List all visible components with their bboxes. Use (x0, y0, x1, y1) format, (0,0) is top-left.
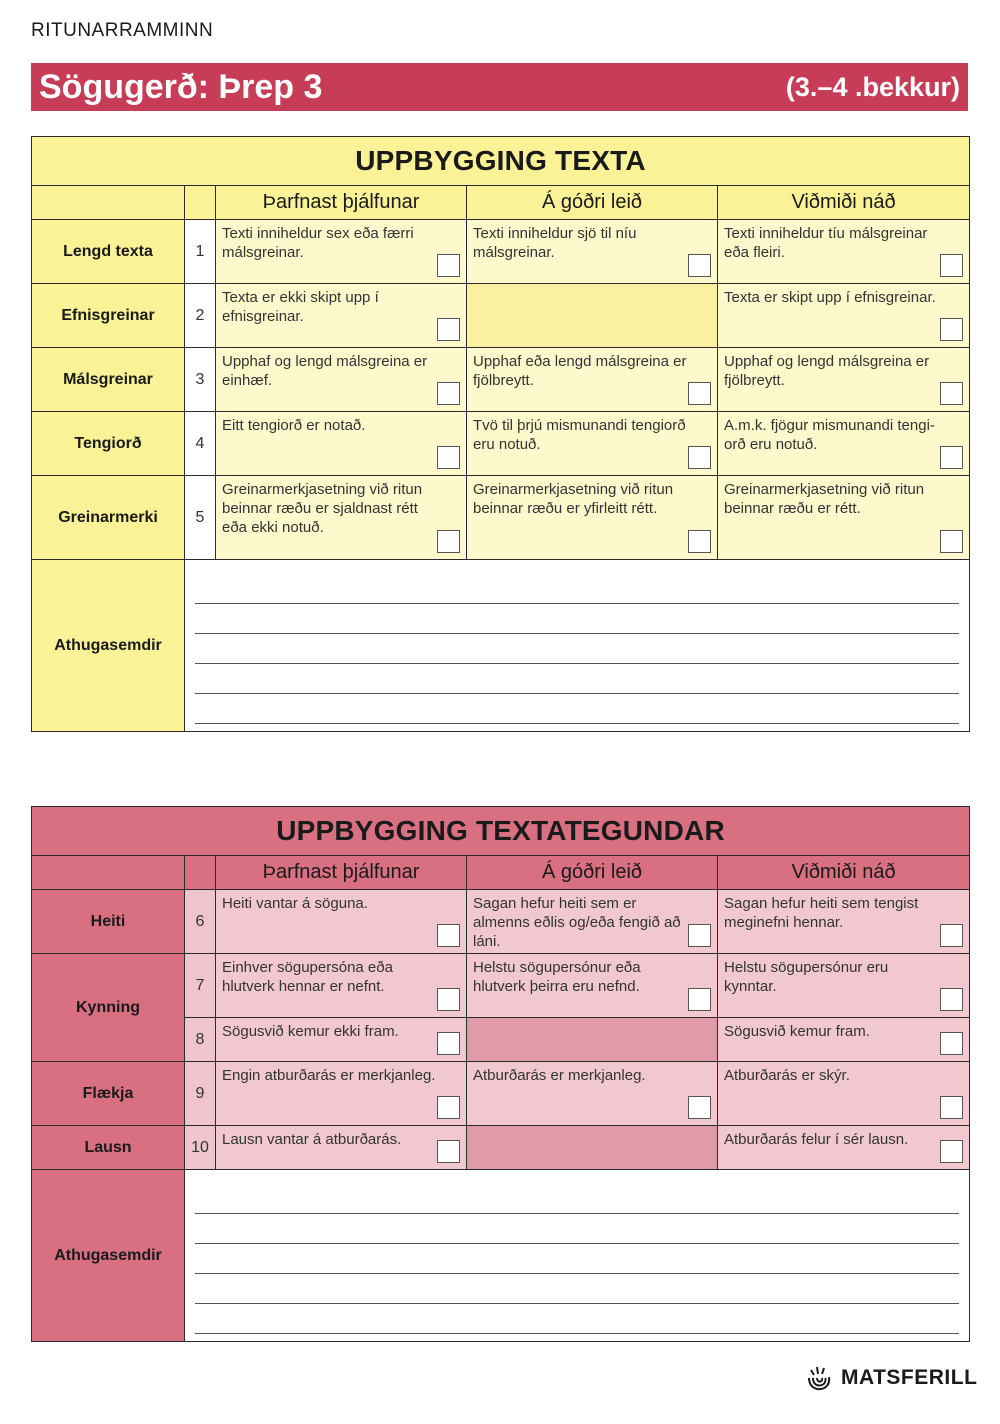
document-top-label: RITUNARRAMMINN (31, 20, 214, 41)
criterion-cell (467, 348, 718, 412)
checkbox[interactable] (688, 988, 711, 1011)
criterion-text: Texta er ekki skipt upp í efnisgreinar. (222, 289, 379, 325)
blank-header (185, 186, 216, 220)
criterion-cell (467, 220, 718, 284)
rubric-row (32, 284, 970, 348)
blank-header (185, 856, 216, 890)
column-header-achieved: Viðmiði náð (718, 856, 970, 890)
criterion-cell (467, 954, 718, 1018)
criterion-cell (718, 412, 970, 476)
criterion-text: Einhver sögupersóna eða hlutverk hennar er nefnt. (222, 959, 393, 995)
criterion-cell (216, 412, 467, 476)
rubric-row (32, 476, 970, 560)
criterion-cell (216, 348, 467, 412)
criterion-text: Texti inniheldur sex eða færri málsgreinar. (222, 225, 414, 261)
notes-row (32, 1170, 970, 1342)
criterion-cell (216, 1126, 467, 1170)
checkbox[interactable] (688, 530, 711, 553)
column-header-needs-practice: Þarfnast þjálfunar (216, 856, 467, 890)
checkbox[interactable] (437, 1140, 460, 1163)
criterion-text: Tvö til þrjú mismunandi tengiorð eru notuð. (473, 417, 686, 453)
column-header-achieved: Viðmiði náð (718, 186, 970, 220)
criterion-cell (216, 1062, 467, 1126)
criterion-text: Sagan hefur heiti sem er almenns eðlis og/eða fengið að láni. (473, 895, 681, 950)
rubric-row (32, 1126, 970, 1170)
criterion-text: Texta er skipt upp í efnisgreinar. (724, 289, 936, 306)
row-label: Heiti (32, 890, 185, 954)
criterion-cell (216, 1018, 467, 1062)
row-label: Efnisgreinar (32, 284, 185, 348)
notes-row (32, 560, 970, 732)
brand-logo (805, 1364, 977, 1392)
criterion-cell (216, 890, 467, 954)
criterion-text: Atburðarás er merkjanleg. (473, 1067, 646, 1084)
criterion-text: Upphaf og lengd málsgreina er einhæf. (222, 353, 428, 389)
title-bar (31, 63, 968, 111)
empty-criterion-cell (467, 1018, 718, 1062)
notes-area[interactable] (185, 560, 970, 732)
criterion-text: Sögusvið kemur fram. (724, 1023, 870, 1040)
criterion-cell (467, 1062, 718, 1126)
column-header-on-track: Á góðri leið (467, 856, 718, 890)
criterion-cell (718, 284, 970, 348)
rubric-table-text-type-structure (31, 806, 970, 1342)
rubric-row (32, 890, 970, 954)
section-title: UPPBYGGING TEXTATEGUNDAR (32, 807, 970, 856)
checkbox[interactable] (940, 1140, 963, 1163)
checkbox[interactable] (940, 1032, 963, 1055)
criterion-text: Sögusvið kemur ekki fram. (222, 1023, 399, 1040)
criterion-text: Upphaf og lengd málsgreina er fjölbreytt. (724, 353, 930, 389)
checkbox[interactable] (437, 318, 460, 341)
checkbox[interactable] (437, 924, 460, 947)
criterion-text: Lausn vantar á atburðarás. (222, 1131, 402, 1148)
section-title: UPPBYGGING TEXTA (32, 137, 970, 186)
column-header-needs-practice: Þarfnast þjálfunar (216, 186, 467, 220)
criterion-text: Atburðarás felur í sér lausn. (724, 1131, 909, 1148)
criterion-cell (467, 412, 718, 476)
row-label: Málsgreinar (32, 348, 185, 412)
checkbox[interactable] (940, 988, 963, 1011)
notes-area[interactable] (185, 1170, 970, 1342)
criterion-text: Upphaf eða lengd málsgreina er fjölbreytt. (473, 353, 687, 389)
criterion-cell (718, 220, 970, 284)
criterion-text: Texti inniheldur tíu málsgreinar eða fleiri. (724, 225, 928, 261)
row-number: 10 (185, 1126, 216, 1170)
row-label: Kynning (32, 954, 185, 1062)
criterion-cell (467, 890, 718, 954)
criterion-cell (718, 1062, 970, 1126)
criterion-cell (718, 890, 970, 954)
checkbox[interactable] (940, 318, 963, 341)
row-number: 7 (185, 954, 216, 1018)
checkbox[interactable] (940, 382, 963, 405)
criterion-text: Helstu sögupersónur eða hlutverk þeirra eru nefnd. (473, 959, 641, 995)
criterion-text: Atburðarás er skýr. (724, 1067, 850, 1084)
row-number: 2 (185, 284, 216, 348)
row-label: Tengiorð (32, 412, 185, 476)
criterion-cell (216, 284, 467, 348)
checkbox[interactable] (437, 988, 460, 1011)
criterion-cell (467, 476, 718, 560)
checkbox[interactable] (940, 1096, 963, 1119)
criterion-cell (216, 220, 467, 284)
checkbox[interactable] (437, 1032, 460, 1055)
criterion-text: A.m.k. fjögur mismunandi tengi-orð eru notuð. (724, 417, 935, 453)
row-number: 1 (185, 220, 216, 284)
blank-header (32, 856, 185, 890)
criterion-cell (216, 954, 467, 1018)
checkbox[interactable] (688, 924, 711, 947)
criterion-cell (718, 954, 970, 1018)
row-label: Greinarmerki (32, 476, 185, 560)
row-label: Lengd texta (32, 220, 185, 284)
rubric-row (32, 220, 970, 284)
column-header-on-track: Á góðri leið (467, 186, 718, 220)
checkbox[interactable] (940, 446, 963, 469)
row-number: 3 (185, 348, 216, 412)
row-number: 5 (185, 476, 216, 560)
criterion-text: Greinarmerkjasetning við ritun beinnar ræðu er yfirleitt rétt. (473, 481, 674, 517)
criterion-cell (216, 476, 467, 560)
page-title: Sögugerð: Þrep 3 (39, 67, 323, 106)
rubric-row (32, 412, 970, 476)
empty-criterion-cell (467, 1126, 718, 1170)
checkbox[interactable] (940, 530, 963, 553)
criterion-text: Sagan hefur heiti sem tengist meginefni hennar. (724, 895, 919, 931)
checkbox[interactable] (688, 1096, 711, 1119)
checkbox[interactable] (688, 254, 711, 277)
rubric-row (32, 954, 970, 1018)
brand-name: MATSFERILL (841, 1366, 978, 1389)
criterion-text: Helstu sögupersónur eru kynntar. (724, 959, 889, 995)
criterion-cell (718, 1126, 970, 1170)
checkbox[interactable] (437, 446, 460, 469)
criterion-text: Texti inniheldur sjö til níu málsgreinar. (473, 225, 637, 261)
criterion-text: Heiti vantar á söguna. (222, 895, 368, 912)
checkbox[interactable] (940, 254, 963, 277)
matsferill-logo-icon (805, 1364, 833, 1392)
criterion-text: Eitt tengiorð er notað. (222, 417, 366, 434)
criterion-cell (718, 348, 970, 412)
blank-header (32, 186, 185, 220)
row-number: 4 (185, 412, 216, 476)
checkbox[interactable] (437, 1096, 460, 1119)
notes-label: Athugasemdir (32, 560, 185, 732)
checkbox[interactable] (437, 530, 460, 553)
criterion-cell (718, 476, 970, 560)
checkbox[interactable] (688, 446, 711, 469)
grade-label: (3.–4 .bekkur) (785, 71, 960, 102)
row-number: 9 (185, 1062, 216, 1126)
row-label: Lausn (32, 1126, 185, 1170)
checkbox[interactable] (688, 382, 711, 405)
criterion-cell (718, 1018, 970, 1062)
rubric-table-text-structure (31, 136, 970, 732)
row-label: Flækja (32, 1062, 185, 1126)
notes-label: Athugasemdir (32, 1170, 185, 1342)
criterion-text: Greinarmerkjasetning við ritun beinnar ræðu er sjaldnast rétt eða ekki notuð. (222, 481, 423, 536)
empty-criterion-cell (467, 284, 718, 348)
checkbox[interactable] (437, 382, 460, 405)
rubric-row (32, 1062, 970, 1126)
row-number: 8 (185, 1018, 216, 1062)
rubric-row (32, 348, 970, 412)
criterion-text: Greinarmerkjasetning við ritun beinnar ræðu er rétt. (724, 481, 925, 517)
row-number: 6 (185, 890, 216, 954)
checkbox[interactable] (940, 924, 963, 947)
checkbox[interactable] (437, 254, 460, 277)
criterion-text: Engin atburðarás er merkjanleg. (222, 1067, 436, 1084)
